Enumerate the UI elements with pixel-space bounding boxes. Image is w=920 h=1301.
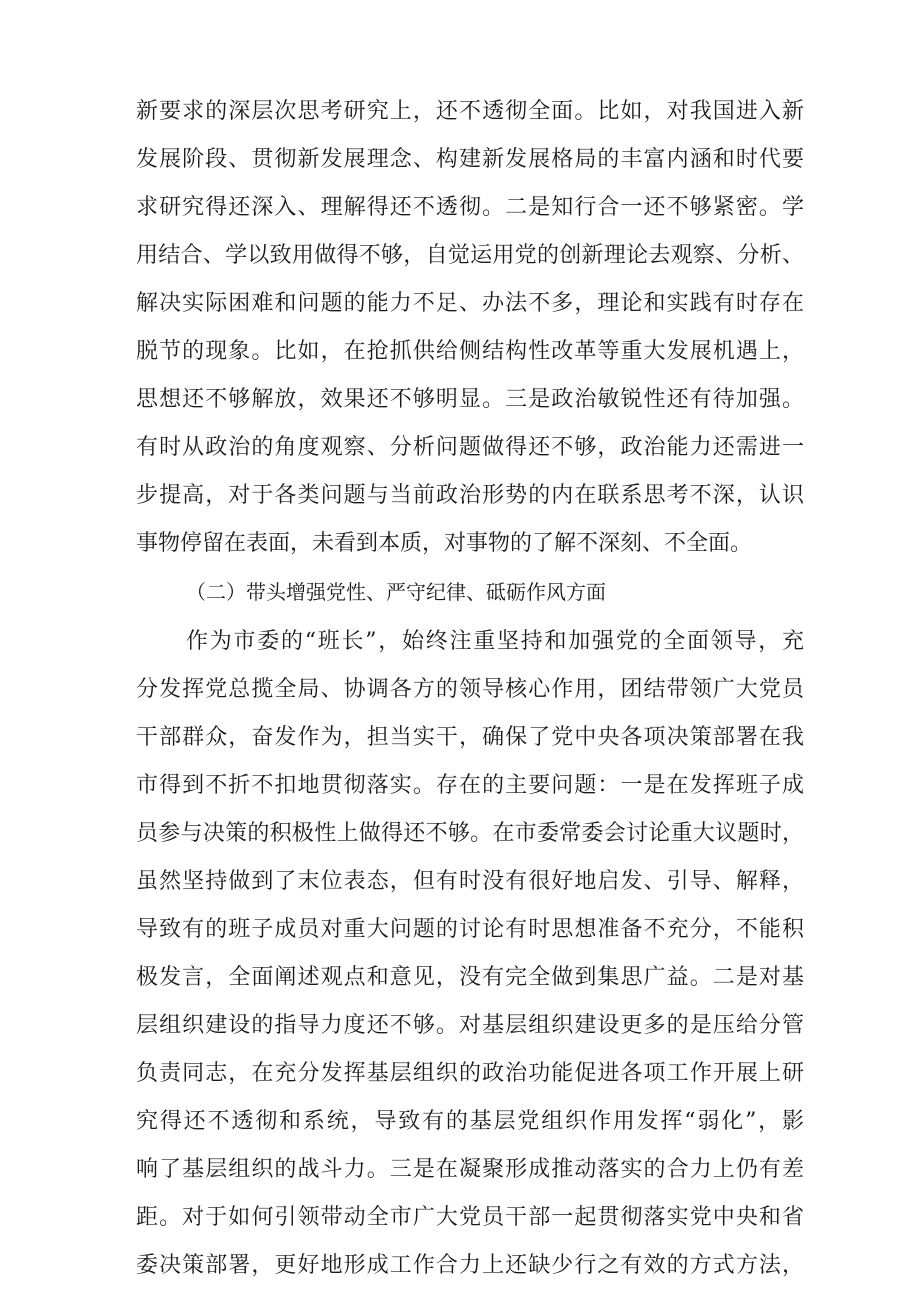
paragraph-line: 距。对于如何引领带动全市广大党员干部一起贯彻落实党中央和省 bbox=[136, 1205, 804, 1230]
paragraph-line: 求研究得还深入、理解得还不透彻。二是知行合一还不够紧密。学 bbox=[136, 195, 804, 220]
paragraph-line: 市得到不折不扣地贯彻落实。存在的主要问题：一是在发挥班子成 bbox=[136, 773, 804, 798]
paragraph-line: 作为市委的“班长”，始终注重坚持和加强党的全面领导，充 bbox=[186, 629, 804, 654]
paragraph-line: 用结合、学以致用做得不够，自觉运用党的创新理论去观察、分析、 bbox=[136, 243, 804, 268]
paragraph-line: 发展阶段、贯彻新发展理念、构建新发展格局的丰富内涵和时代要 bbox=[136, 147, 804, 172]
paragraph-line: 层组织建设的指导力度还不够。对基层组织建设更多的是压给分管 bbox=[136, 1013, 804, 1038]
paragraph-line: 新要求的深层次思考研究上，还不透彻全面。比如，对我国进入新 bbox=[136, 99, 804, 124]
paragraph-line: 脱节的现象。比如，在抢抓供给侧结构性改革等重大发展机遇上， bbox=[136, 339, 804, 364]
paragraph-line: 员参与决策的积极性上做得还不够。在市委常委会讨论重大议题时， bbox=[136, 821, 804, 846]
paragraph-line: 分发挥党总揽全局、协调各方的领导核心作用，团结带领广大党员 bbox=[136, 677, 804, 702]
paragraph-line: 究得还不透彻和系统，导致有的基层党组织作用发挥“弱化”，影 bbox=[136, 1109, 804, 1134]
paragraph-line: 干部群众，奋发作为，担当实干，确保了党中央各项决策部署在我 bbox=[136, 725, 804, 750]
paragraph-line: 事物停留在表面，未看到本质，对事物的了解不深刻、不全面。 bbox=[136, 531, 753, 556]
paragraph-line: 思想还不够解放，效果还不够明显。三是政治敏锐性还有待加强。 bbox=[136, 387, 804, 412]
paragraph-line: 极发言，全面阐述观点和意见，没有完全做到集思广益。二是对基 bbox=[136, 965, 804, 990]
paragraph-line: 步提高，对于各类问题与当前政治形势的内在联系思考不深，认识 bbox=[136, 483, 804, 508]
section-heading: （二）带头增强党性、严守纪律、砥砺作风方面 bbox=[186, 580, 606, 604]
paragraph-line: 负责同志，在充分发挥基层组织的政治功能促进各项工作开展上研 bbox=[136, 1061, 804, 1086]
paragraph-line: 导致有的班子成员对重大问题的讨论有时思想准备不充分，不能积 bbox=[136, 917, 804, 942]
paragraph-line: 虽然坚持做到了末位表态，但有时没有很好地启发、引导、解释， bbox=[136, 869, 804, 894]
paragraph-line: 响了基层组织的战斗力。三是在凝聚形成推动落实的合力上仍有差 bbox=[136, 1157, 804, 1182]
paragraph-line: 委决策部署，更好地形成工作合力上还缺少行之有效的方式方法， bbox=[136, 1253, 804, 1278]
paragraph-line: 解决实际困难和问题的能力不足、办法不多，理论和实践有时存在 bbox=[136, 291, 804, 316]
paragraph-line: 有时从政治的角度观察、分析问题做得还不够，政治能力还需进一 bbox=[136, 435, 804, 460]
